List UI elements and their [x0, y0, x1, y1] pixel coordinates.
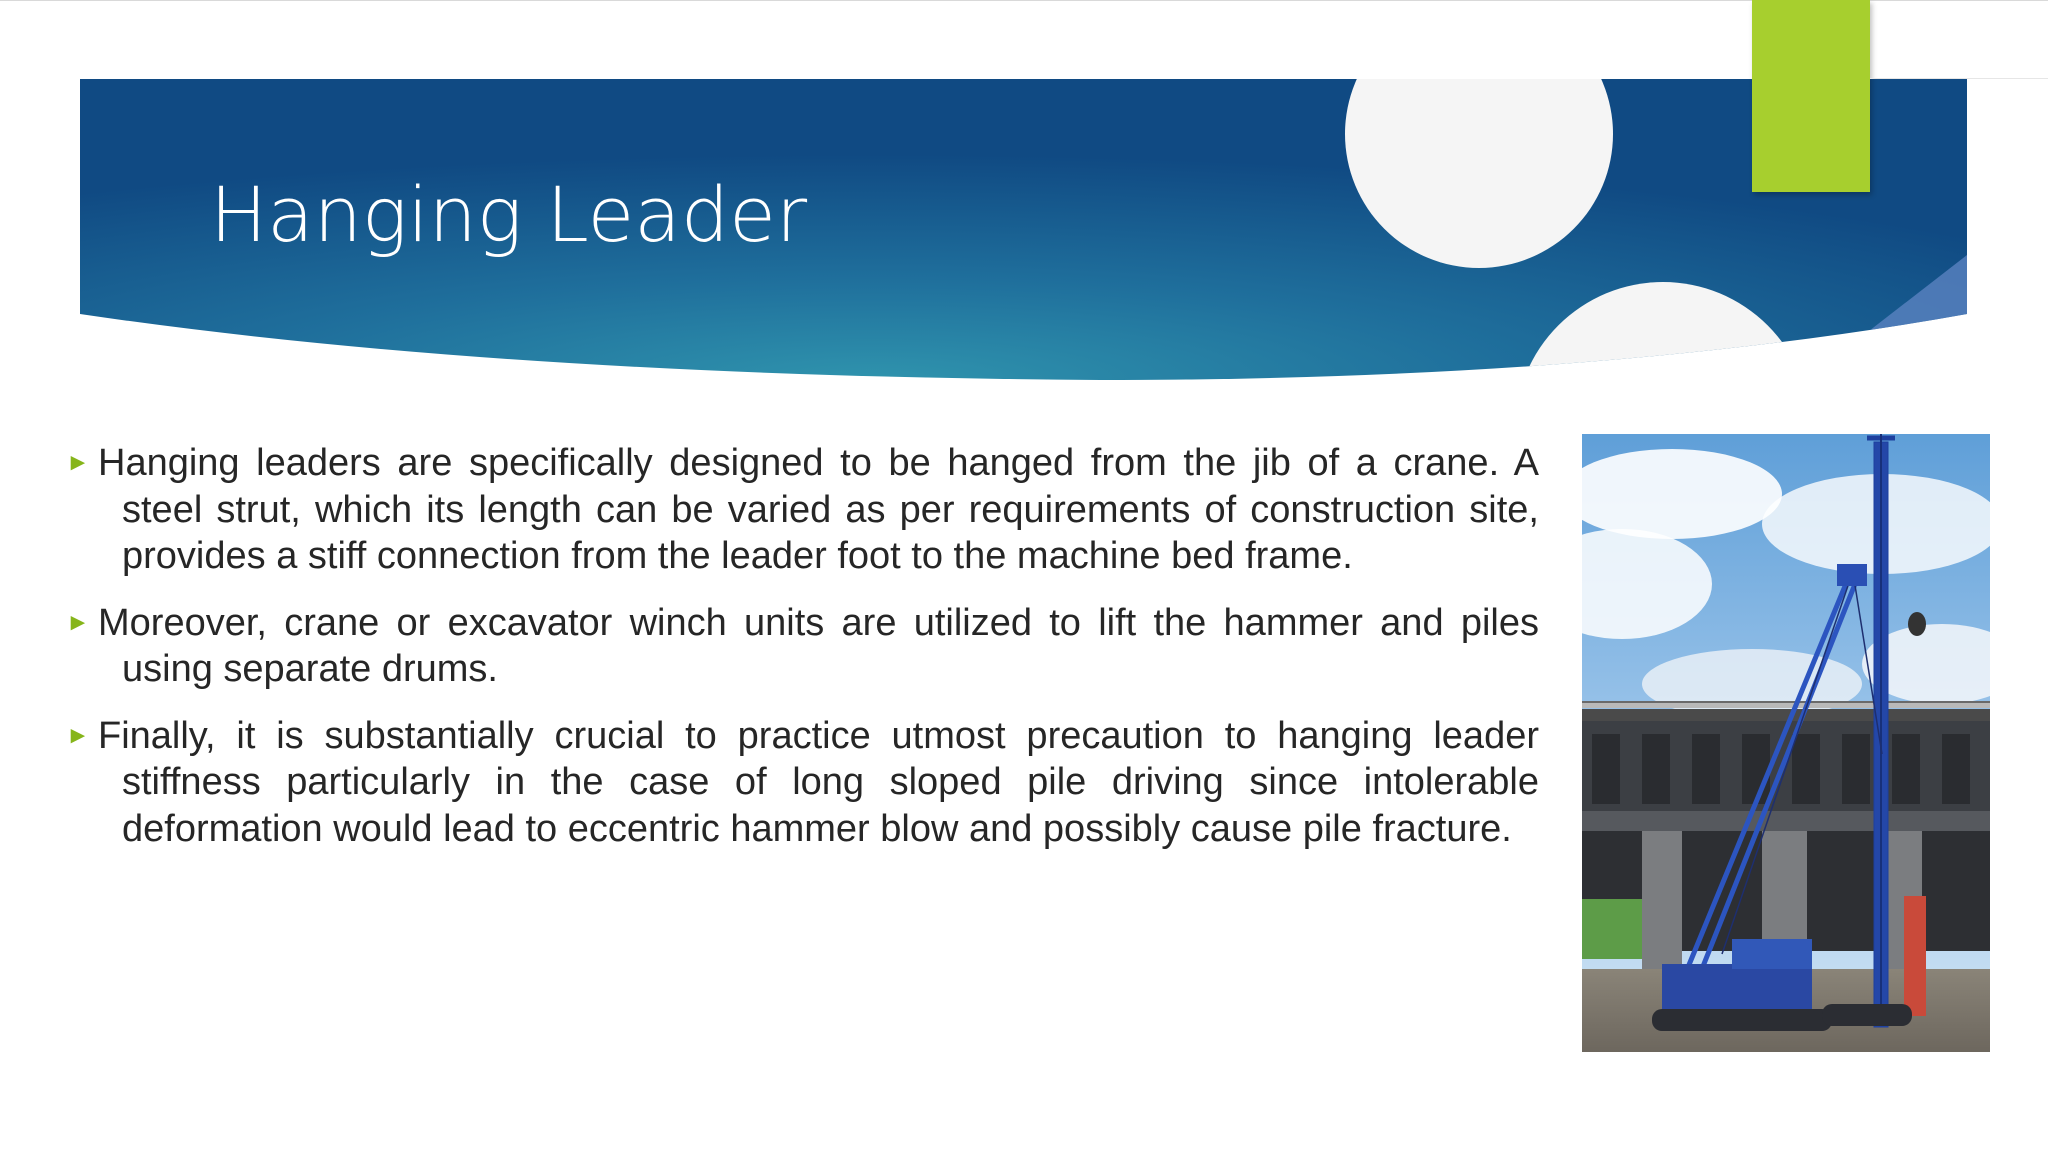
accent-divider — [1870, 78, 2048, 79]
bullet-item — [64, 440, 1539, 580]
triangle-right-icon: ► — [66, 608, 90, 636]
bullet-item — [64, 600, 1539, 693]
slide-title: Hanging Leader — [210, 170, 808, 259]
triangle-right-icon: ► — [66, 449, 90, 476]
bullet-list — [64, 440, 1539, 872]
bullet-item — [64, 713, 1539, 853]
crane-pile-driver-photo — [1582, 434, 1990, 1052]
bullet-text: Finally, it is substantially crucial to practice utmost precaution to hanging leader stiffness particularly in the case of long sloped pile driving since intolerable deformation would lead to eccentric hammer blow and possibly cause pile fracture. — [98, 714, 1539, 850]
accent-tab — [1752, 0, 1870, 192]
bullet-text: Hanging leaders are specifically designed to be hanged from the jib of a crane. A steel strut, which its length can be varied as per requirements of construction site, provides a stiff connection from the leader foot to the machine bed frame. — [98, 442, 1539, 577]
triangle-right-icon: ► — [66, 721, 90, 749]
bullet-text: Moreover, crane or excavator winch units are utilized to lift the hammer and piles using separate drums. — [98, 601, 1539, 690]
decor-circle-top — [1345, 0, 1613, 268]
